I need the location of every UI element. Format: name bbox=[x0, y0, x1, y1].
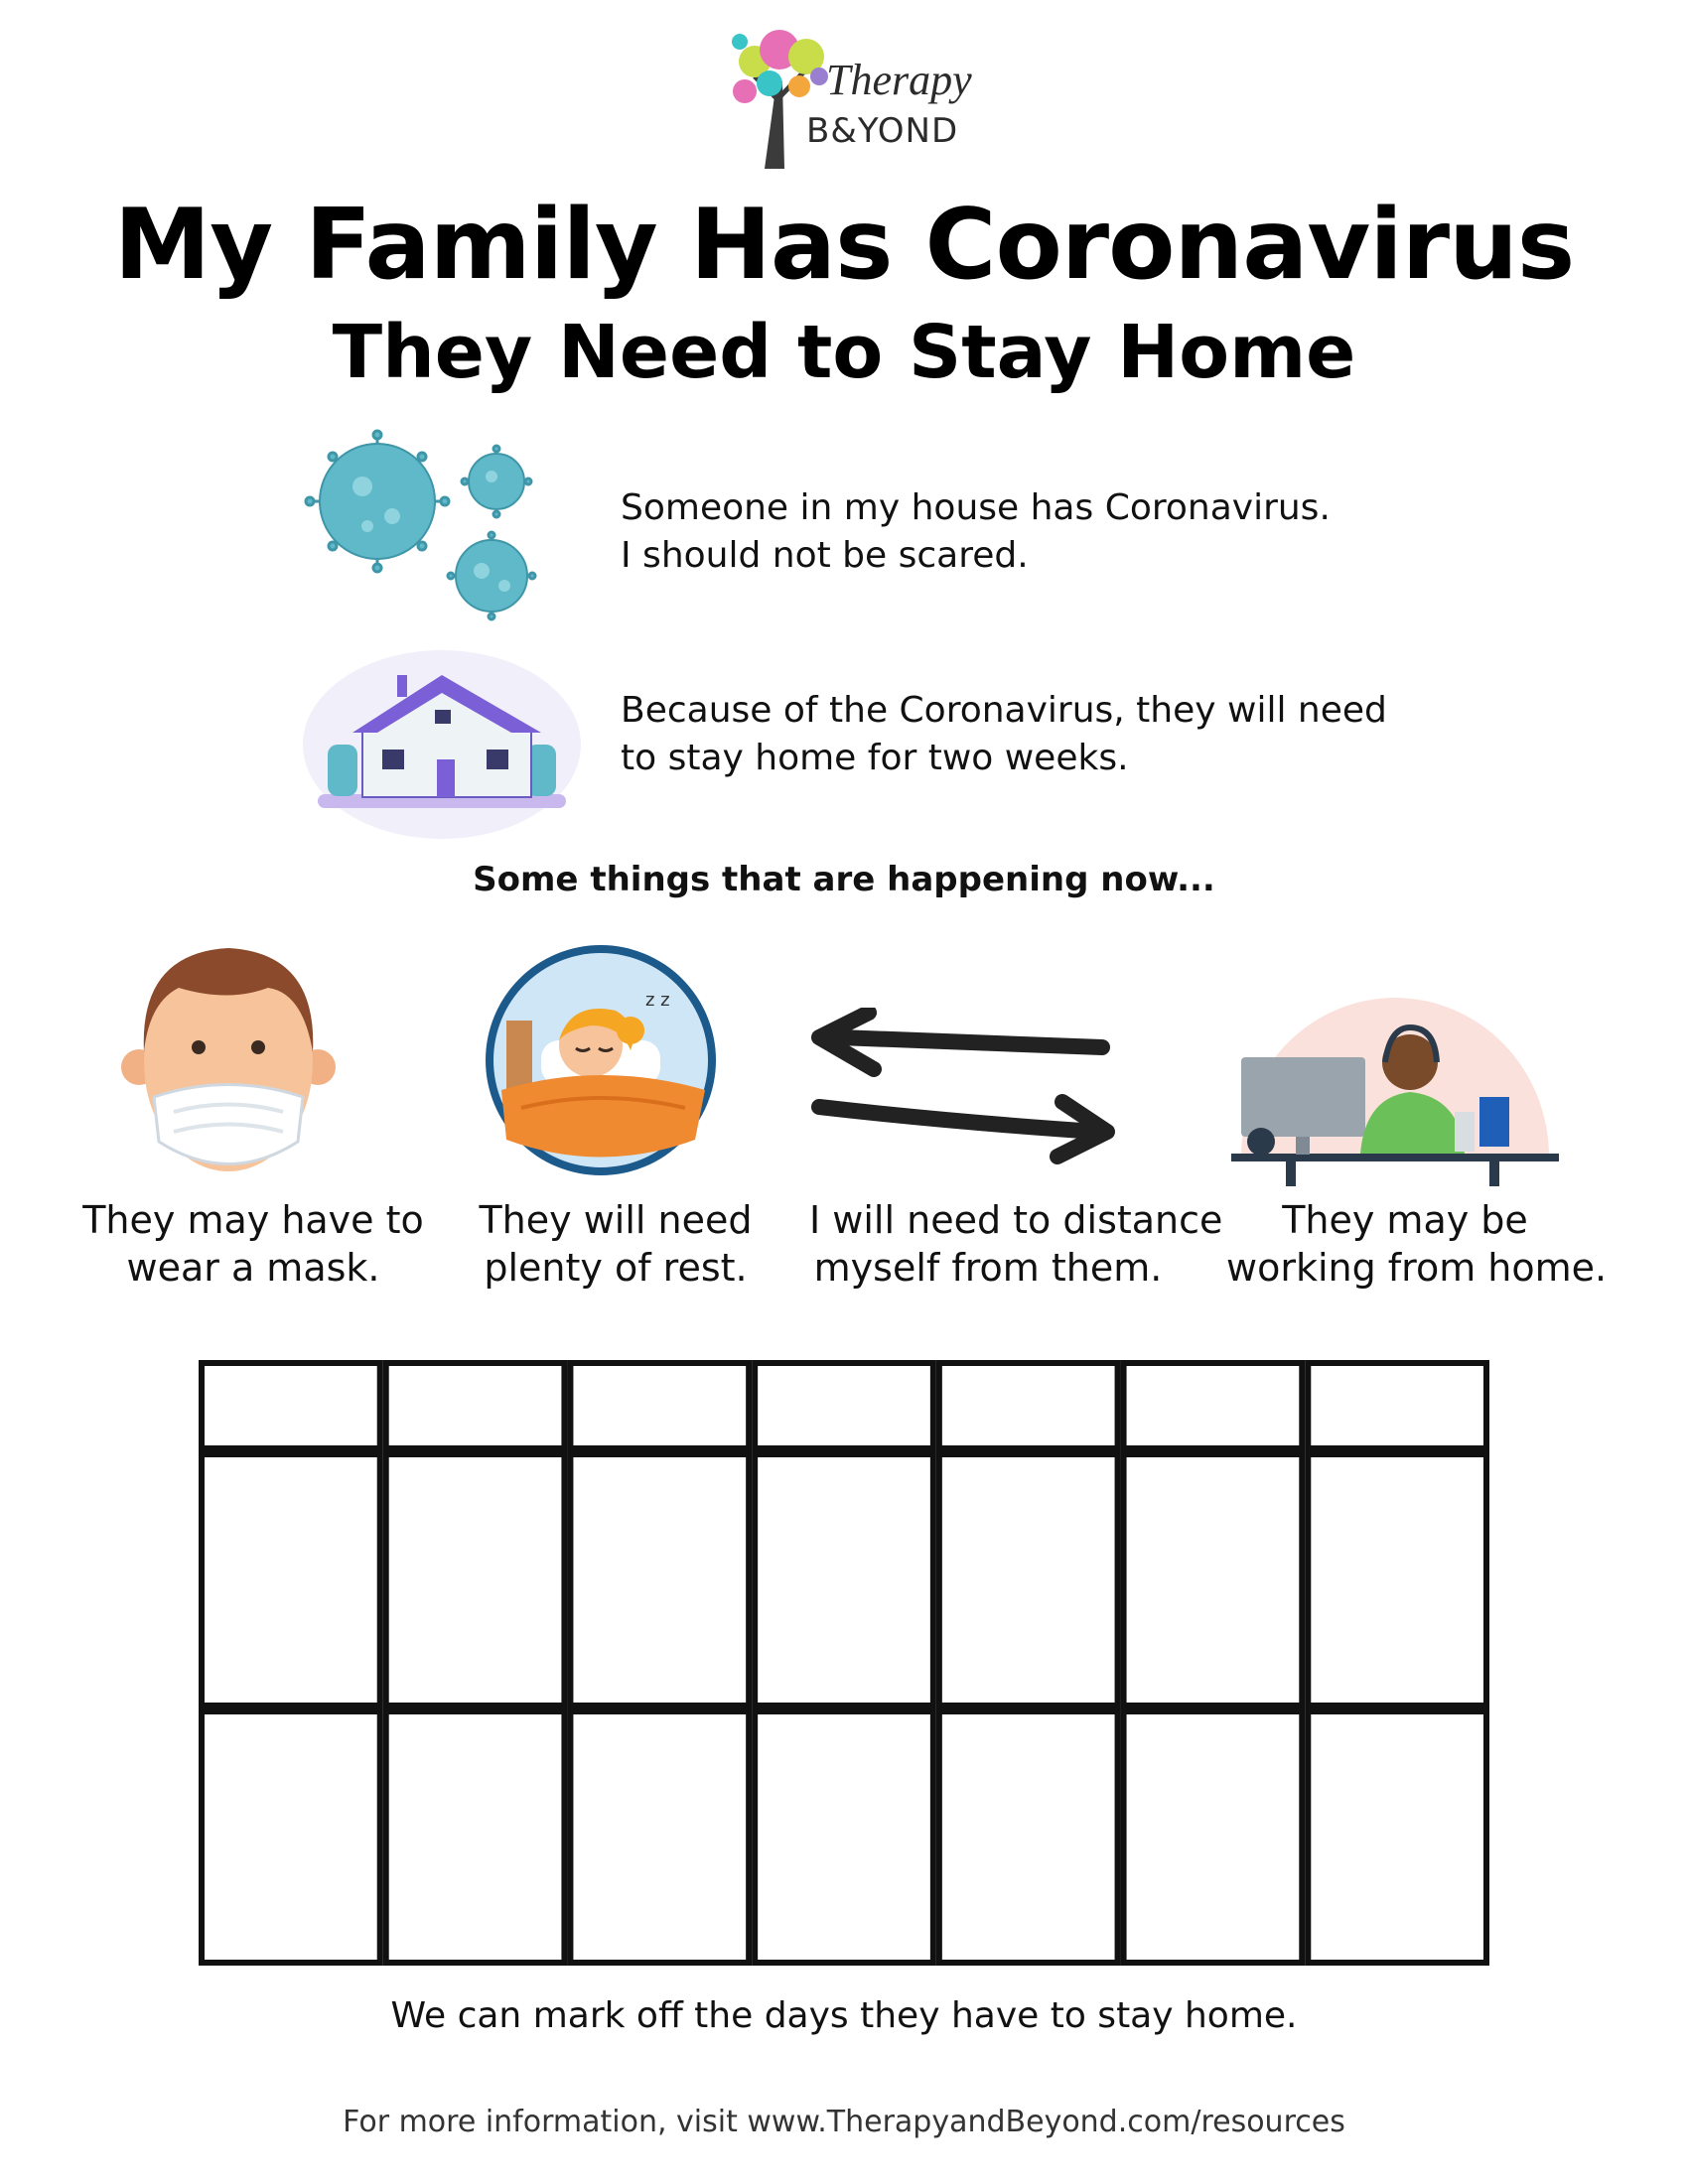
calendar-header-cell bbox=[386, 1363, 565, 1448]
page-title: My Family Has Coronavirus bbox=[113, 189, 1575, 302]
calendar-day-cell bbox=[939, 1711, 1118, 1963]
coronavirus-icon bbox=[298, 427, 546, 625]
calendar-day-cell bbox=[1124, 1711, 1303, 1963]
calendar-day-cell bbox=[1124, 1454, 1303, 1706]
calendar-day-cell bbox=[386, 1454, 565, 1706]
calendar-day-cell bbox=[386, 1711, 565, 1963]
caption-wear-mask bbox=[74, 1196, 432, 1292]
calendar-day-cell bbox=[202, 1454, 380, 1706]
caption-rest bbox=[437, 1196, 794, 1292]
calendar-day-cell bbox=[939, 1454, 1118, 1706]
page-subtitle: They Need to Stay Home bbox=[332, 310, 1356, 395]
sleeping-child-icon bbox=[482, 941, 720, 1179]
caption-line: wear a mask. bbox=[126, 1246, 380, 1290]
house-icon bbox=[298, 635, 586, 844]
distance-arrows-icon bbox=[799, 1008, 1127, 1166]
calendar-day-cell bbox=[755, 1711, 933, 1963]
logo-wordmark-therapy: Therapy bbox=[826, 56, 972, 104]
working-from-home-icon bbox=[1226, 983, 1564, 1196]
statement-stay-home bbox=[621, 687, 1387, 782]
statement-line: to stay home for two weeks. bbox=[621, 738, 1129, 778]
statement-line: Because of the Coronavirus, they will need bbox=[621, 690, 1387, 731]
caption-line: plenty of rest. bbox=[484, 1246, 748, 1290]
svg-text:z z: z z bbox=[645, 990, 670, 1011]
calendar-day-cell bbox=[570, 1454, 749, 1706]
logo-wordmark-beyond: B&YOND bbox=[806, 111, 959, 151]
day-tracking-calendar bbox=[199, 1360, 1489, 1966]
section-heading: Some things that are happening now... bbox=[473, 860, 1215, 899]
caption-work-from-home bbox=[1226, 1196, 1608, 1292]
footer-link-text: For more information, visit www.TherapyandBeyond.com/resources bbox=[343, 2105, 1345, 2139]
calendar-header-cell bbox=[202, 1363, 380, 1448]
calendar-day-cell bbox=[570, 1711, 749, 1963]
caption-line: myself from them. bbox=[813, 1246, 1163, 1290]
statement-line: I should not be scared. bbox=[621, 535, 1029, 576]
calendar-day-cell bbox=[202, 1711, 380, 1963]
calendar-header-cell bbox=[570, 1363, 749, 1448]
statement-line: Someone in my house has Coronavirus. bbox=[621, 487, 1331, 528]
calendar-header-cell bbox=[939, 1363, 1118, 1448]
calendar-note: We can mark off the days they have to stay home. bbox=[390, 1995, 1298, 2036]
calendar-header-cell bbox=[755, 1363, 933, 1448]
calendar-day-cell bbox=[1308, 1711, 1486, 1963]
caption-line: They may be bbox=[1282, 1198, 1528, 1242]
caption-line: working from home. bbox=[1226, 1246, 1608, 1290]
statement-coronavirus bbox=[621, 484, 1331, 580]
caption-line: They will need bbox=[479, 1198, 753, 1242]
caption-distance bbox=[809, 1196, 1223, 1292]
calendar-header-cell bbox=[1308, 1363, 1486, 1448]
calendar-header-cell bbox=[1124, 1363, 1303, 1448]
caption-line: I will need to distance bbox=[809, 1198, 1223, 1242]
calendar-day-cell bbox=[1308, 1454, 1486, 1706]
masked-face-icon bbox=[119, 933, 338, 1191]
calendar-day-cell bbox=[755, 1454, 933, 1706]
caption-line: They may have to bbox=[82, 1198, 424, 1242]
